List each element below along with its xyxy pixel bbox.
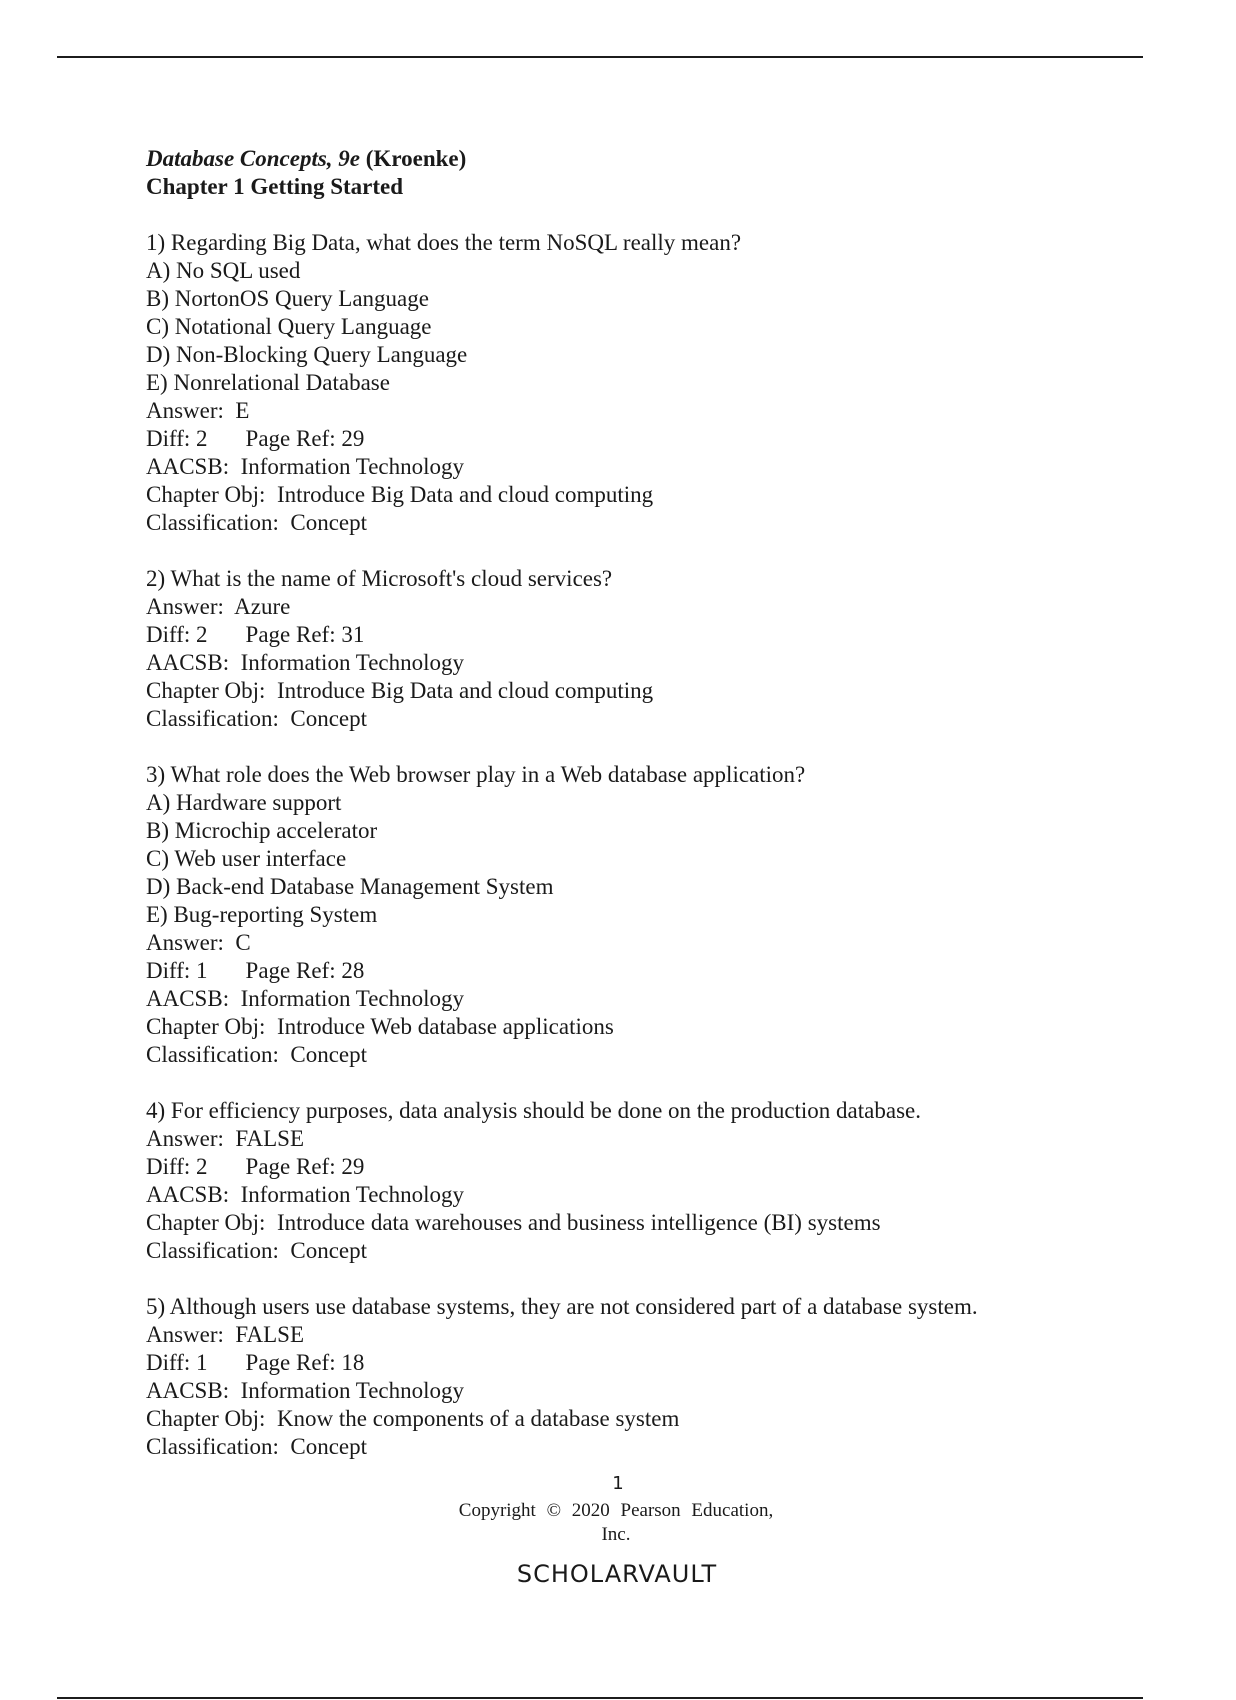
answer-option: C) Web user interface — [146, 846, 347, 871]
book-title: Database Concepts, 9e — [146, 146, 361, 171]
page-reference: Page Ref: 28 — [245, 958, 365, 983]
question-prompt: 4) For efficiency purposes, data analysis should be done on the production database. — [146, 1098, 921, 1123]
watermark — [0, 1560, 1234, 1588]
question-prompt: 2) What is the name of Microsoft's cloud services? — [146, 566, 613, 591]
chapter-objective: Chapter Obj: Know the components of a database system — [146, 1406, 680, 1431]
difficulty: Diff: 2 — [146, 622, 208, 647]
aacsb-tag: AACSB: Information Technology — [146, 1182, 465, 1207]
difficulty-line — [146, 957, 1106, 985]
answer-key: Answer: FALSE — [146, 1126, 305, 1151]
difficulty-line — [146, 425, 1106, 453]
answer-option: A) Hardware support — [146, 790, 342, 815]
question-block — [146, 229, 1106, 537]
question-prompt: 3) What role does the Web browser play in a Web database application? — [146, 762, 806, 787]
copyright-line-1: Copyright © 2020 Pearson Education, — [458, 1500, 774, 1521]
page-number: 1 — [612, 1473, 624, 1494]
chapter-heading: Chapter 1 Getting Started — [146, 174, 404, 199]
page-reference: Page Ref: 29 — [245, 426, 365, 451]
copyright-line-2: Inc. — [601, 1524, 631, 1545]
classification: Classification: Concept — [146, 706, 368, 731]
watermark-text: SCHOLARVAULT — [516, 1560, 718, 1588]
difficulty: Diff: 1 — [146, 958, 208, 983]
answer-key: Answer: E — [146, 398, 250, 423]
question-block — [146, 1097, 1106, 1265]
author: (Kroenke) — [365, 146, 467, 171]
classification: Classification: Concept — [146, 510, 368, 535]
question-list — [146, 229, 1106, 1461]
answer-option: B) Microchip accelerator — [146, 818, 378, 843]
aacsb-tag: AACSB: Information Technology — [146, 454, 465, 479]
question-prompt: 1) Regarding Big Data, what does the term NoSQL really mean? — [146, 230, 742, 255]
chapter-objective: Chapter Obj: Introduce data warehouses and business intelligence (BI) systems — [146, 1210, 881, 1235]
difficulty: Diff: 1 — [146, 1350, 208, 1375]
copyright-notice — [0, 1499, 1232, 1547]
answer-option: E) Nonrelational Database — [146, 370, 390, 395]
top-rule — [57, 56, 1143, 58]
page-reference: Page Ref: 29 — [245, 1154, 365, 1179]
aacsb-tag: AACSB: Information Technology — [146, 650, 465, 675]
answer-option: A) No SQL used — [146, 258, 301, 283]
chapter-objective: Chapter Obj: Introduce Web database applications — [146, 1014, 614, 1039]
answer-option: C) Notational Query Language — [146, 314, 432, 339]
answer-key: Answer: C — [146, 930, 251, 955]
document-title — [146, 145, 1106, 173]
aacsb-tag: AACSB: Information Technology — [146, 1378, 465, 1403]
page-reference: Page Ref: 18 — [245, 1350, 365, 1375]
question-block — [146, 565, 1106, 733]
answer-key: Answer: FALSE — [146, 1322, 305, 1347]
answer-option: D) Back-end Database Management System — [146, 874, 554, 899]
aacsb-tag: AACSB: Information Technology — [146, 986, 465, 1011]
question-block — [146, 1293, 1106, 1461]
question-block — [146, 761, 1106, 1069]
difficulty-line — [146, 1349, 1106, 1377]
bottom-rule — [57, 1697, 1143, 1699]
classification: Classification: Concept — [146, 1434, 368, 1459]
classification: Classification: Concept — [146, 1042, 368, 1067]
answer-key: Answer: Azure — [146, 594, 291, 619]
classification: Classification: Concept — [146, 1238, 368, 1263]
chapter-objective: Chapter Obj: Introduce Big Data and cloud computing — [146, 678, 654, 703]
chapter-objective: Chapter Obj: Introduce Big Data and cloud computing — [146, 482, 654, 507]
document-body — [146, 145, 1106, 1489]
difficulty: Diff: 2 — [146, 426, 208, 451]
answer-option: B) NortonOS Query Language — [146, 286, 429, 311]
answer-option: D) Non-Blocking Query Language — [146, 342, 468, 367]
difficulty-line — [146, 1153, 1106, 1181]
page-reference: Page Ref: 31 — [245, 622, 365, 647]
difficulty: Diff: 2 — [146, 1154, 208, 1179]
difficulty-line — [146, 621, 1106, 649]
answer-option: E) Bug-reporting System — [146, 902, 378, 927]
question-prompt: 5) Although users use database systems, they are not considered part of a database system. — [146, 1294, 978, 1319]
